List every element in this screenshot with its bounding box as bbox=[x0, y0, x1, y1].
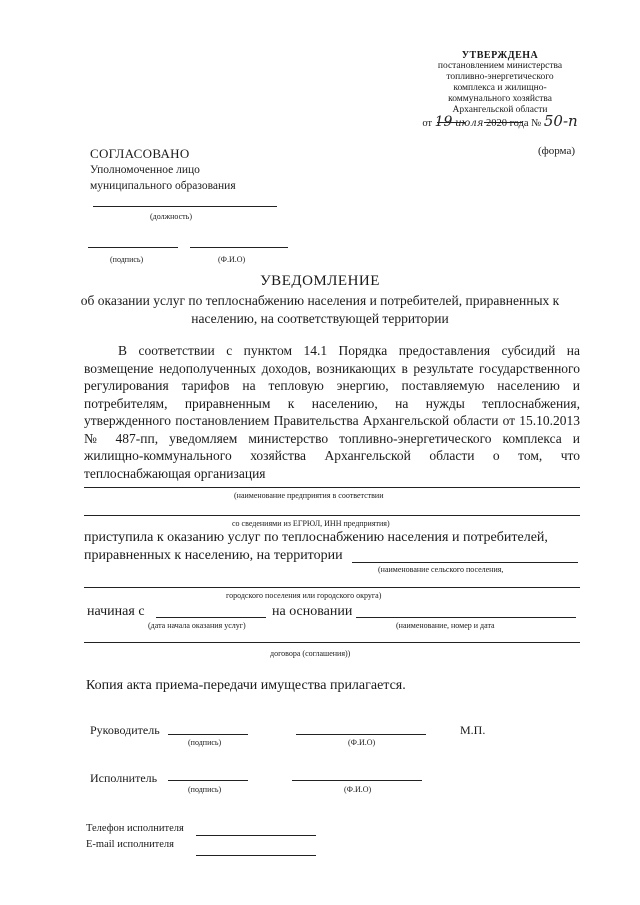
contract-caption: договора (соглашения)) bbox=[270, 649, 351, 658]
approval-line: коммунального хозяйства bbox=[448, 94, 552, 104]
starting-from-label: начиная с bbox=[87, 604, 145, 619]
handwritten-number: 50-п bbox=[543, 112, 578, 130]
organization-name-line[interactable] bbox=[84, 487, 580, 488]
head-name-line[interactable] bbox=[296, 734, 426, 735]
handwritten-month: июля bbox=[455, 118, 484, 129]
start-date-caption: (дата начала оказания услуг) bbox=[148, 621, 246, 630]
started-line: приравненных к населению, на территории bbox=[84, 548, 343, 563]
approval-title: УТВЕРЖДЕНА bbox=[461, 50, 539, 61]
position-line[interactable] bbox=[93, 206, 277, 207]
on-basis-label: на основании bbox=[272, 604, 353, 619]
settlement-caption: городского поселения или городского округа) bbox=[226, 591, 382, 600]
agreed-block bbox=[90, 146, 236, 194]
approval-date-line: от 19 июля 2020 года № 50-п bbox=[422, 112, 578, 130]
signature-caption: (подпись) bbox=[110, 255, 144, 264]
approval-line: топливно-энергетического bbox=[446, 72, 554, 82]
settlement-caption: (наименование сельского поселения, bbox=[378, 565, 504, 574]
agreed-title: СОГЛАСОВАНО bbox=[90, 146, 190, 161]
approval-year-underline bbox=[484, 122, 522, 123]
email-line[interactable] bbox=[196, 855, 316, 856]
signature-caption: (подпись) bbox=[188, 738, 222, 747]
document-title: УВЕДОМЛЕНИЕ bbox=[260, 273, 380, 289]
approval-line: комплекса и жилищно- bbox=[453, 83, 547, 93]
name-caption: (Ф.И.О) bbox=[344, 785, 372, 794]
approval-line: постановлением министерства bbox=[437, 61, 563, 71]
started-line: приступила к оказанию услуг по теплоснабжению населения и потребителей, bbox=[84, 530, 548, 545]
document-subtitle: об оказании услуг по теплоснабжению населения и потребителей, приравненных к населению, на соответствующей территории bbox=[80, 293, 560, 326]
phone-line[interactable] bbox=[196, 835, 316, 836]
executor-label: Исполнитель bbox=[90, 771, 158, 785]
agreed-signature-line[interactable] bbox=[88, 247, 178, 248]
contract-line[interactable] bbox=[84, 642, 580, 643]
handwritten-day: 19 bbox=[434, 114, 453, 130]
email-label: E-mail исполнителя bbox=[86, 839, 175, 850]
main-paragraph: В соответствии с пунктом 14.1 Порядка предоставления субсидий на возмещение недополученных доходов, возникающих в результате государственного регулирования тарифов на тепловую энергию, поставляемую населению и потребителям, приравненным к населению, на нужды теплоснабжения, утвержденного постановлением Правительства Архангельской области от 15.10.2013 № 487-пп, уведомляем министерство топливно-энергетического комплекса и жилищно-коммунального хозяйства Архангельской области о том, что теплоснабжающая организация bbox=[84, 343, 580, 481]
start-date-line[interactable] bbox=[156, 617, 266, 618]
agreed-line: Уполномоченное лицо bbox=[90, 164, 200, 176]
basis-caption: (наименование, номер и дата bbox=[396, 621, 495, 630]
stamp-label: М.П. bbox=[460, 723, 486, 737]
territory-line[interactable] bbox=[352, 562, 578, 563]
basis-line[interactable] bbox=[356, 617, 576, 618]
agreed-line: муниципального образования bbox=[90, 180, 236, 192]
organization-inn-line[interactable] bbox=[84, 515, 580, 516]
executor-signature-line[interactable] bbox=[168, 780, 248, 781]
name-caption: (Ф.И.О) bbox=[218, 255, 246, 264]
form-label: (форма) bbox=[537, 145, 575, 157]
approval-line: Архангельской области bbox=[452, 105, 548, 115]
agreed-name-line[interactable] bbox=[190, 247, 288, 248]
head-label: Руководитель bbox=[90, 723, 160, 737]
executor-name-line[interactable] bbox=[292, 780, 422, 781]
phone-label: Телефон исполнителя bbox=[86, 823, 184, 834]
approval-date-underline bbox=[437, 122, 465, 123]
approval-block bbox=[400, 50, 600, 129]
territory-line-2[interactable] bbox=[84, 587, 580, 588]
position-caption: (должность) bbox=[150, 212, 192, 221]
head-signature-line[interactable] bbox=[168, 734, 248, 735]
copy-attached-text: Копия акта приема-передачи имущества прилагается. bbox=[86, 678, 406, 693]
organization-caption: (наименование предприятия в соответствии bbox=[234, 491, 384, 500]
signature-caption: (подпись) bbox=[188, 785, 222, 794]
name-caption: (Ф.И.О) bbox=[348, 738, 376, 747]
organization-caption: со сведениями из ЕГРЮЛ, ИНН предприятия) bbox=[232, 519, 390, 528]
